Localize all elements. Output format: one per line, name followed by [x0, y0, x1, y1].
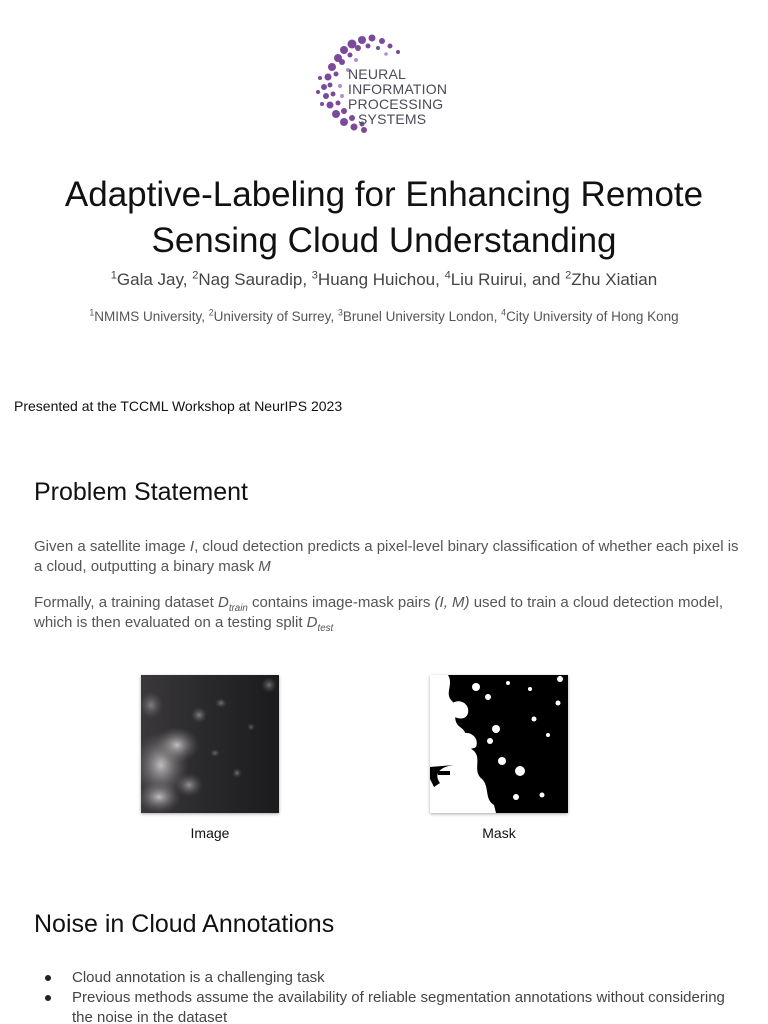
math-subscript: train — [228, 603, 248, 614]
affiliation-sup: 4 — [501, 307, 507, 318]
author-name: Gala Jay, — [116, 270, 193, 289]
affiliation-sup: 3 — [337, 307, 343, 318]
logo-line: NEURAL — [348, 66, 406, 82]
affiliation-sup: 2 — [208, 307, 214, 318]
author-sup: 4 — [444, 269, 451, 282]
affiliation-sup: 1 — [89, 307, 95, 318]
affiliation-name: City University of Hong Kong — [506, 309, 679, 324]
title-line-2: Sensing Cloud Understanding — [151, 221, 617, 260]
venue-note: Presented at the TCCML Workshop at NeurIPS 2023 — [14, 398, 343, 414]
affiliation-list — [0, 309, 768, 324]
image-caption: Image — [190, 825, 230, 841]
satellite-image — [141, 675, 279, 813]
problem-statement-heading: Problem Statement — [34, 478, 248, 506]
logo-line: SYSTEMS — [358, 111, 427, 127]
problem-paragraph-1 — [34, 537, 739, 577]
logo-wordmark — [348, 67, 447, 127]
bullet-text: Previous methods assume the availability of reliable segmentation annotations without considering the noise in the dataset — [72, 989, 725, 1024]
author-list — [0, 270, 768, 290]
author-name: Zhu Xiatian — [571, 270, 658, 289]
bullet-icon — [45, 995, 51, 1001]
affiliation-name: Brunel University London, — [342, 309, 502, 324]
author-name: Huang Huichou, — [317, 270, 445, 289]
bullet-icon — [45, 975, 51, 981]
author-sup: 3 — [311, 269, 318, 282]
logo-line: PROCESSING — [348, 96, 444, 112]
author-name: Nag Sauradip, — [198, 270, 312, 289]
problem-paragraph-2 — [34, 593, 739, 633]
neurips-logo — [300, 30, 470, 136]
text-span: Formally, a training dataset — [34, 594, 218, 611]
math-symbol: M — [258, 558, 271, 575]
bullet-text: Cloud annotation is a challenging task — [72, 969, 325, 986]
author-name: Liu Ruirui, and — [450, 270, 566, 289]
paper-title — [0, 172, 768, 264]
math-symbol: D — [217, 594, 229, 611]
author-sup: 2 — [192, 269, 199, 282]
text-span: Given a satellite image — [34, 538, 190, 555]
title-line-1: Adaptive-Labeling for Enhancing Remote — [64, 175, 704, 214]
author-sup: 2 — [565, 269, 572, 282]
text-span: used to train a cloud detection model, which is then evaluated on a testing split — [34, 594, 724, 631]
math-subscript: test — [317, 623, 334, 634]
cloud-mask-image — [430, 675, 568, 813]
text-span: contains image-mask pairs — [247, 594, 435, 611]
logo-line: INFORMATION — [348, 81, 448, 97]
math-symbol: (I, M) — [434, 594, 470, 611]
mask-caption: Mask — [482, 825, 516, 841]
noise-bullet-list — [34, 968, 734, 1024]
list-item — [34, 988, 734, 1024]
noise-heading: Noise in Cloud Annotations — [34, 910, 335, 938]
math-symbol: I — [189, 538, 195, 555]
text-span: , cloud detection predicts a pixel-level binary classification of whether each pixel is a cloud, outputting a binary mask — [34, 538, 739, 575]
author-sup: 1 — [110, 269, 117, 282]
math-symbol: D — [306, 614, 318, 631]
affiliation-name: University of Surrey, — [213, 309, 338, 324]
list-item — [34, 968, 734, 988]
affiliation-name: NMIMS University, — [94, 309, 209, 324]
